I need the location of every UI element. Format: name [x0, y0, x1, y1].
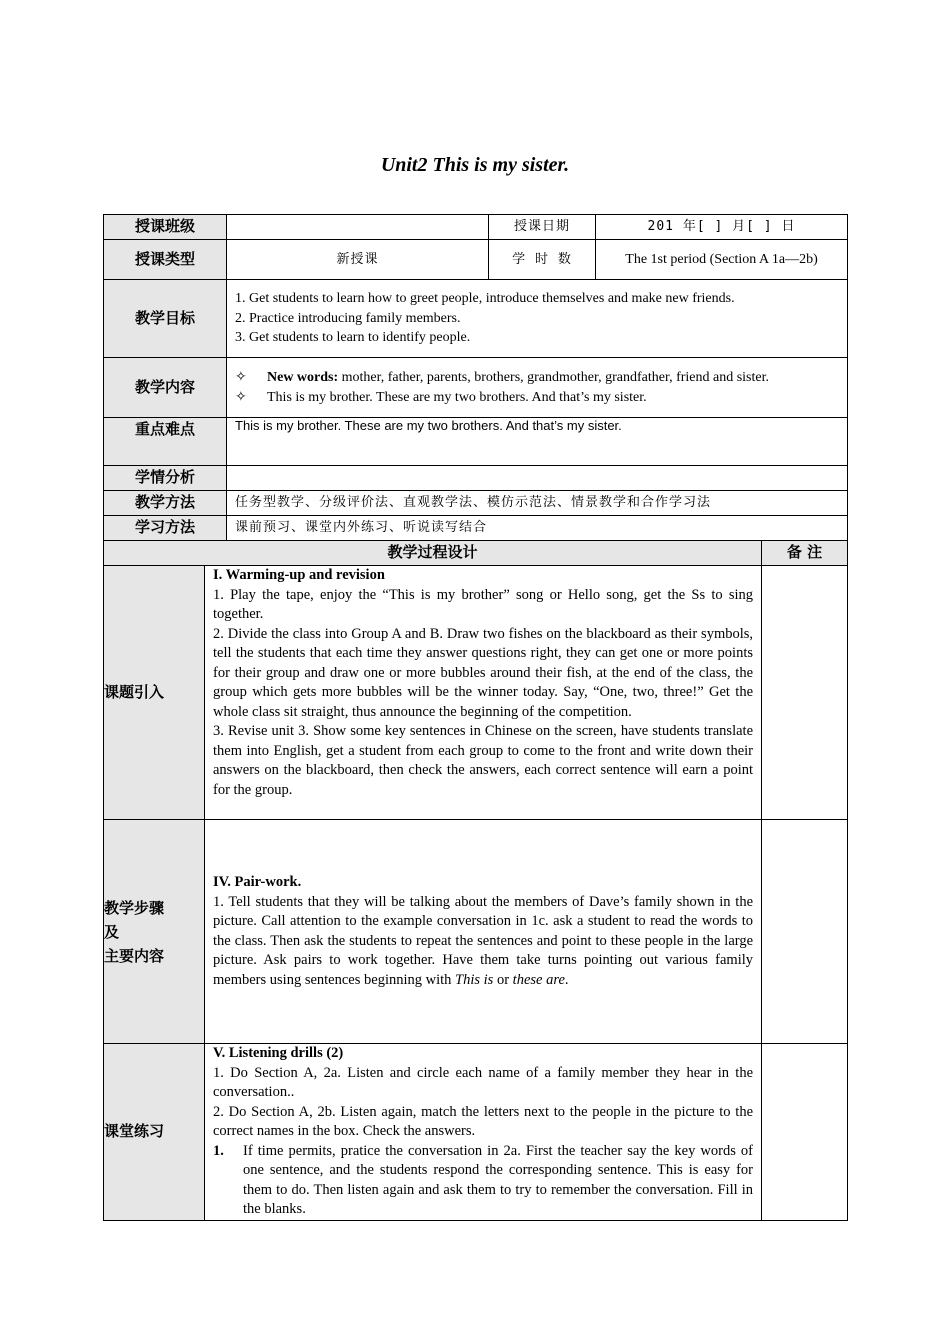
key-row: [104, 418, 848, 466]
content-label: 教学内容: [104, 358, 227, 418]
steps-row: [104, 820, 848, 1044]
teach-method-value: 任务型教学、分级评价法、直观教学法、模仿示范法、情景教学和合作学习法: [227, 491, 848, 516]
content-sentences: This is my brother. These are my two brothers. And that’s my sister.: [267, 389, 647, 405]
listening-item-text: If time permits, pratice the conversation in 2a. First the teacher say the key words of one sentence, and the students respond the corresponding sentence. This is easy for them to do. Then listen again and ask them to try to remember the conversation. Fill in the blanks.: [243, 1142, 754, 1217]
pair-emphasis: This is: [455, 971, 494, 988]
goals-cell: [227, 280, 848, 358]
intro-item: 2. Divide the class into Group A and B. Draw two fishes on the blackboard as their symbols, tell the students that each time they answer questions right, they can get one or more points for their group and draw one or more bubbles around their fish, at the end of the class, the group which gets more bubbles will be the winner today. Say, “One, two, three!” Get the whole class sit straight, thus announce the beginning of the competition.: [213, 625, 754, 720]
intro-title: I. Warming-up and revision: [213, 567, 385, 583]
goals-row: [104, 280, 848, 358]
class-label: 授课班级: [104, 215, 227, 240]
content-cell: [227, 358, 848, 418]
date-label: 授课日期: [489, 215, 596, 240]
type-value: 新授课: [227, 240, 489, 280]
listening-title: V. Listening drills (2): [213, 1045, 344, 1061]
process-design-header: 教学过程设计: [104, 541, 762, 566]
class-row: [104, 215, 848, 240]
diamond-bullet-icon: ✧: [235, 389, 247, 405]
listening-item: 2. Do Section A, 2b. Listen again, match the letters next to the people in the picture to the correct names in the box. Check the answers.: [213, 1103, 754, 1139]
learn-method-label: 学习方法: [104, 516, 227, 541]
hours-value: The 1st period (Section A 1a—2b): [596, 240, 848, 280]
listening-item: [213, 1142, 753, 1220]
notes-header: 备 注: [762, 541, 848, 566]
steps-notes: [762, 820, 848, 1044]
process-header-row: [104, 541, 848, 566]
analysis-row: [104, 466, 848, 491]
content-bullet: [235, 388, 839, 408]
practice-label: 课堂练习: [104, 1044, 205, 1221]
process-table: [103, 540, 848, 1221]
goal-item: 3. Get students to learn to identify people.: [235, 330, 471, 346]
goal-item: 1. Get students to learn how to greet people, introduce themselves and make new friends.: [235, 291, 735, 307]
goal-item: 2. Practice introducing family members.: [235, 310, 461, 326]
content-bullet: [235, 368, 839, 388]
intro-cell: [205, 566, 762, 820]
listening-item: 1. Do Section A, 2a. Listen and circle each name of a family member they hear in the conversation..: [213, 1064, 754, 1100]
pair-emphasis: these are: [512, 971, 565, 988]
date-value: 201 年[ ] 月[ ] 日: [596, 215, 848, 240]
class-value: [227, 215, 489, 240]
steps-label-line: 主要内容: [104, 946, 165, 965]
teach-method-row: [104, 491, 848, 516]
intro-notes: [762, 566, 848, 820]
practice-notes: [762, 1044, 848, 1221]
content-row: [104, 358, 848, 418]
key-value: This is my brother. These are my two brothers. And that’s my sister.: [227, 418, 848, 466]
pair-text-part: or: [493, 971, 513, 988]
new-words-label: New words:: [267, 370, 339, 385]
steps-label-line: 教学步骤: [104, 898, 165, 917]
listening-item-number: 1.: [213, 1142, 224, 1159]
learn-method-value: 课前预习、课堂内外练习、听说读写结合: [227, 516, 848, 541]
intro-item: 3. Revise unit 3. Show some key sentences in Chinese on the screen, have students translate them into English, get a student from each group to come to the front and write down their answers on the blackboard, then check the answers, each correct sentence will earn a point for the group.: [213, 723, 754, 798]
page-title: Unit2 This is my sister.: [380, 154, 570, 176]
teach-method-label: 教学方法: [104, 491, 227, 516]
analysis-label: 学情分析: [104, 466, 227, 491]
pair-work-title: IV. Pair-work.: [213, 874, 302, 890]
new-words-list: mother, father, parents, brothers, grandmother, grandfather, friend and sister.: [338, 370, 769, 385]
steps-label-line: 及: [104, 922, 120, 941]
practice-cell: [205, 1044, 762, 1221]
key-label: 重点难点: [104, 418, 227, 466]
intro-label: 课题引入: [104, 566, 205, 820]
steps-label: [104, 820, 205, 1044]
type-label: 授课类型: [104, 240, 227, 280]
diamond-bullet-icon: ✧: [235, 370, 247, 385]
analysis-value: [227, 466, 848, 491]
pair-text-part: .: [564, 971, 569, 988]
pair-work-cell: [205, 820, 762, 1044]
learn-method-row: [104, 516, 848, 541]
practice-row: [104, 1044, 848, 1221]
intro-row: [104, 566, 848, 820]
type-row: [104, 240, 848, 280]
goals-label: 教学目标: [104, 280, 227, 358]
hours-label: 学 时 数: [489, 240, 596, 280]
pair-work-text: [213, 893, 753, 991]
pair-text-part: 1. Tell students that they will be talking about the members of Dave’s family shown in the picture. Call attention to the example conversation in 1c. ask a student to read the words to the class. Then ask the students to repeat the sentences and point to these people in the large picture. Ask pairs to work together. Have them take turns pointing out various family members using sentences beginning with: [213, 893, 754, 988]
lesson-info-table: [103, 214, 848, 541]
intro-item: 1. Play the tape, enjoy the “This is my brother” song or Hello song, get the Ss to sing together.: [213, 586, 754, 622]
